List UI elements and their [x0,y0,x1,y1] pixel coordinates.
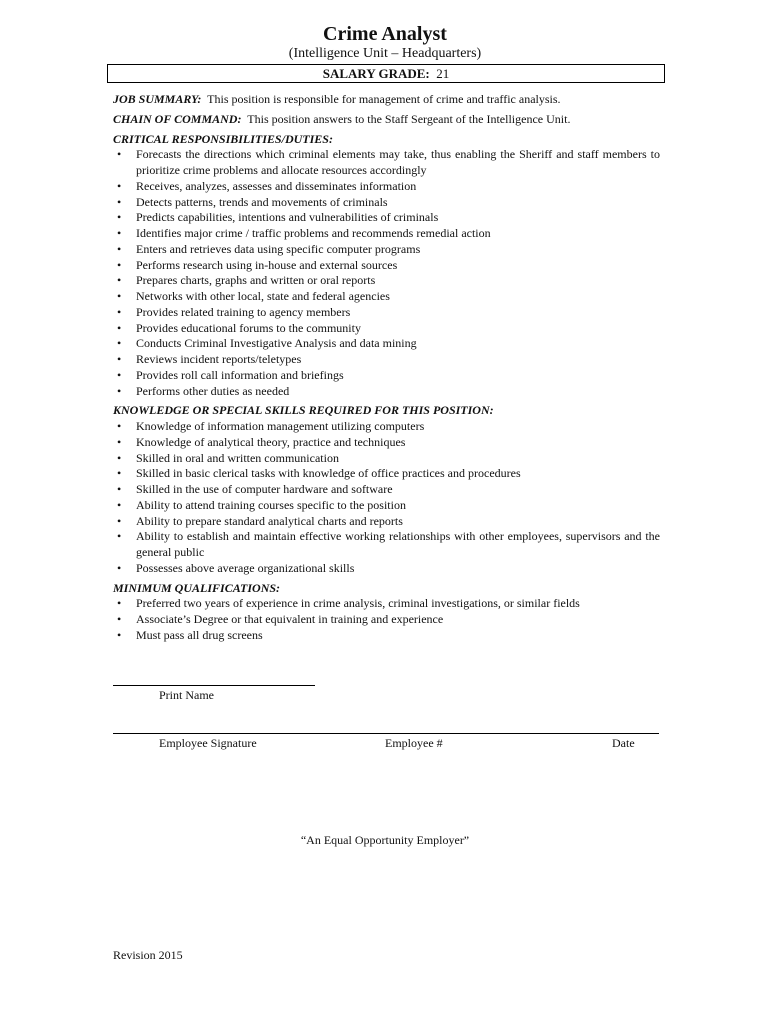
job-summary-text: This position is responsible for management of crime and traffic analysis. [207,92,561,106]
signature-line [113,733,659,734]
list-item: • Ability to attend training courses specific to the position [113,498,660,514]
list-item: • Forecasts the directions which criminal elements may take, thus enabling the Sheriff and staff members to prioritize crime problems and allocate resources accordingly [113,147,660,179]
page-title: Crime Analyst [323,23,447,45]
job-summary-heading: JOB SUMMARY: [113,92,202,106]
chain-of-command-text: This position answers to the Staff Sergeant of the Intelligence Unit. [247,111,571,126]
list-item: • Conducts Criminal Investigative Analysis and data mining [113,336,660,352]
list-item: • Ability to establish and maintain effective working relationships with other employees, supervisors and the general public [113,529,660,561]
page-subtitle: (Intelligence Unit – Headquarters) [288,46,482,61]
knowledge-heading: KNOWLEDGE OR SPECIAL SKILLS REQUIRED FOR THIS POSITION: [113,403,494,418]
list-item: • Skilled in oral and written communication [113,451,660,467]
salary-grade-value: 21 [436,66,450,81]
job-summary [113,92,660,108]
chain-of-command [113,112,660,128]
list-item: • Identifies major crime / traffic problems and recommends remedial action [113,226,660,242]
qualifications-list [113,596,660,643]
employee-signature-label: Employee Signature [159,736,257,750]
date-label: Date [612,736,635,750]
list-item: • Reviews incident reports/teletypes [113,352,660,368]
list-item: • Must pass all drug screens [113,628,660,644]
list-item: • Skilled in basic clerical tasks with knowledge of office practices and procedures [113,466,660,482]
list-item: • Enters and retrieves data using specific computer programs [113,242,660,258]
print-name-label: Print Name [159,688,214,702]
list-item: • Provides related training to agency members [113,305,660,321]
list-item: • Networks with other local, state and federal agencies [113,289,660,305]
list-item: • Knowledge of analytical theory, practice and techniques [113,435,660,451]
list-item: • Provides educational forums to the community [113,321,660,337]
salary-grade-box [107,64,665,83]
print-name-line [113,685,315,686]
chain-of-command-heading: CHAIN OF COMMAND: [113,111,242,126]
list-item: • Knowledge of information management utilizing computers [113,419,660,435]
salary-grade-label: SALARY GRADE: [322,66,430,81]
responsibilities-heading: CRITICAL RESPONSIBILITIES/DUTIES: [113,131,333,146]
equal-opportunity-statement: “An Equal Opportunity Employer” [300,833,470,847]
list-item: • Possesses above average organizational skills [113,561,660,577]
revision-label: Revision 2015 [113,948,183,962]
document-body [113,92,660,648]
list-item: • Associate’s Degree or that equivalent in training and experience [113,612,660,628]
list-item: • Performs other duties as needed [113,384,660,400]
list-item: • Detects patterns, trends and movements of criminals [113,195,660,211]
list-item: • Predicts capabilities, intentions and vulnerabilities of criminals [113,210,660,226]
responsibilities-list [113,147,660,399]
qualifications-heading: MINIMUM QUALIFICATIONS: [113,580,281,595]
list-item: • Preferred two years of experience in crime analysis, criminal investigations, or similar fields [113,596,660,612]
list-item: • Performs research using in-house and external sources [113,258,660,274]
list-item: • Skilled in the use of computer hardware and software [113,482,660,498]
list-item: • Prepares charts, graphs and written or oral reports [113,273,660,289]
employee-number-label: Employee # [385,736,443,750]
knowledge-list [113,419,660,577]
list-item: • Receives, analyzes, assesses and disseminates information [113,179,660,195]
list-item: • Provides roll call information and briefings [113,368,660,384]
list-item: • Ability to prepare standard analytical charts and reports [113,514,660,530]
